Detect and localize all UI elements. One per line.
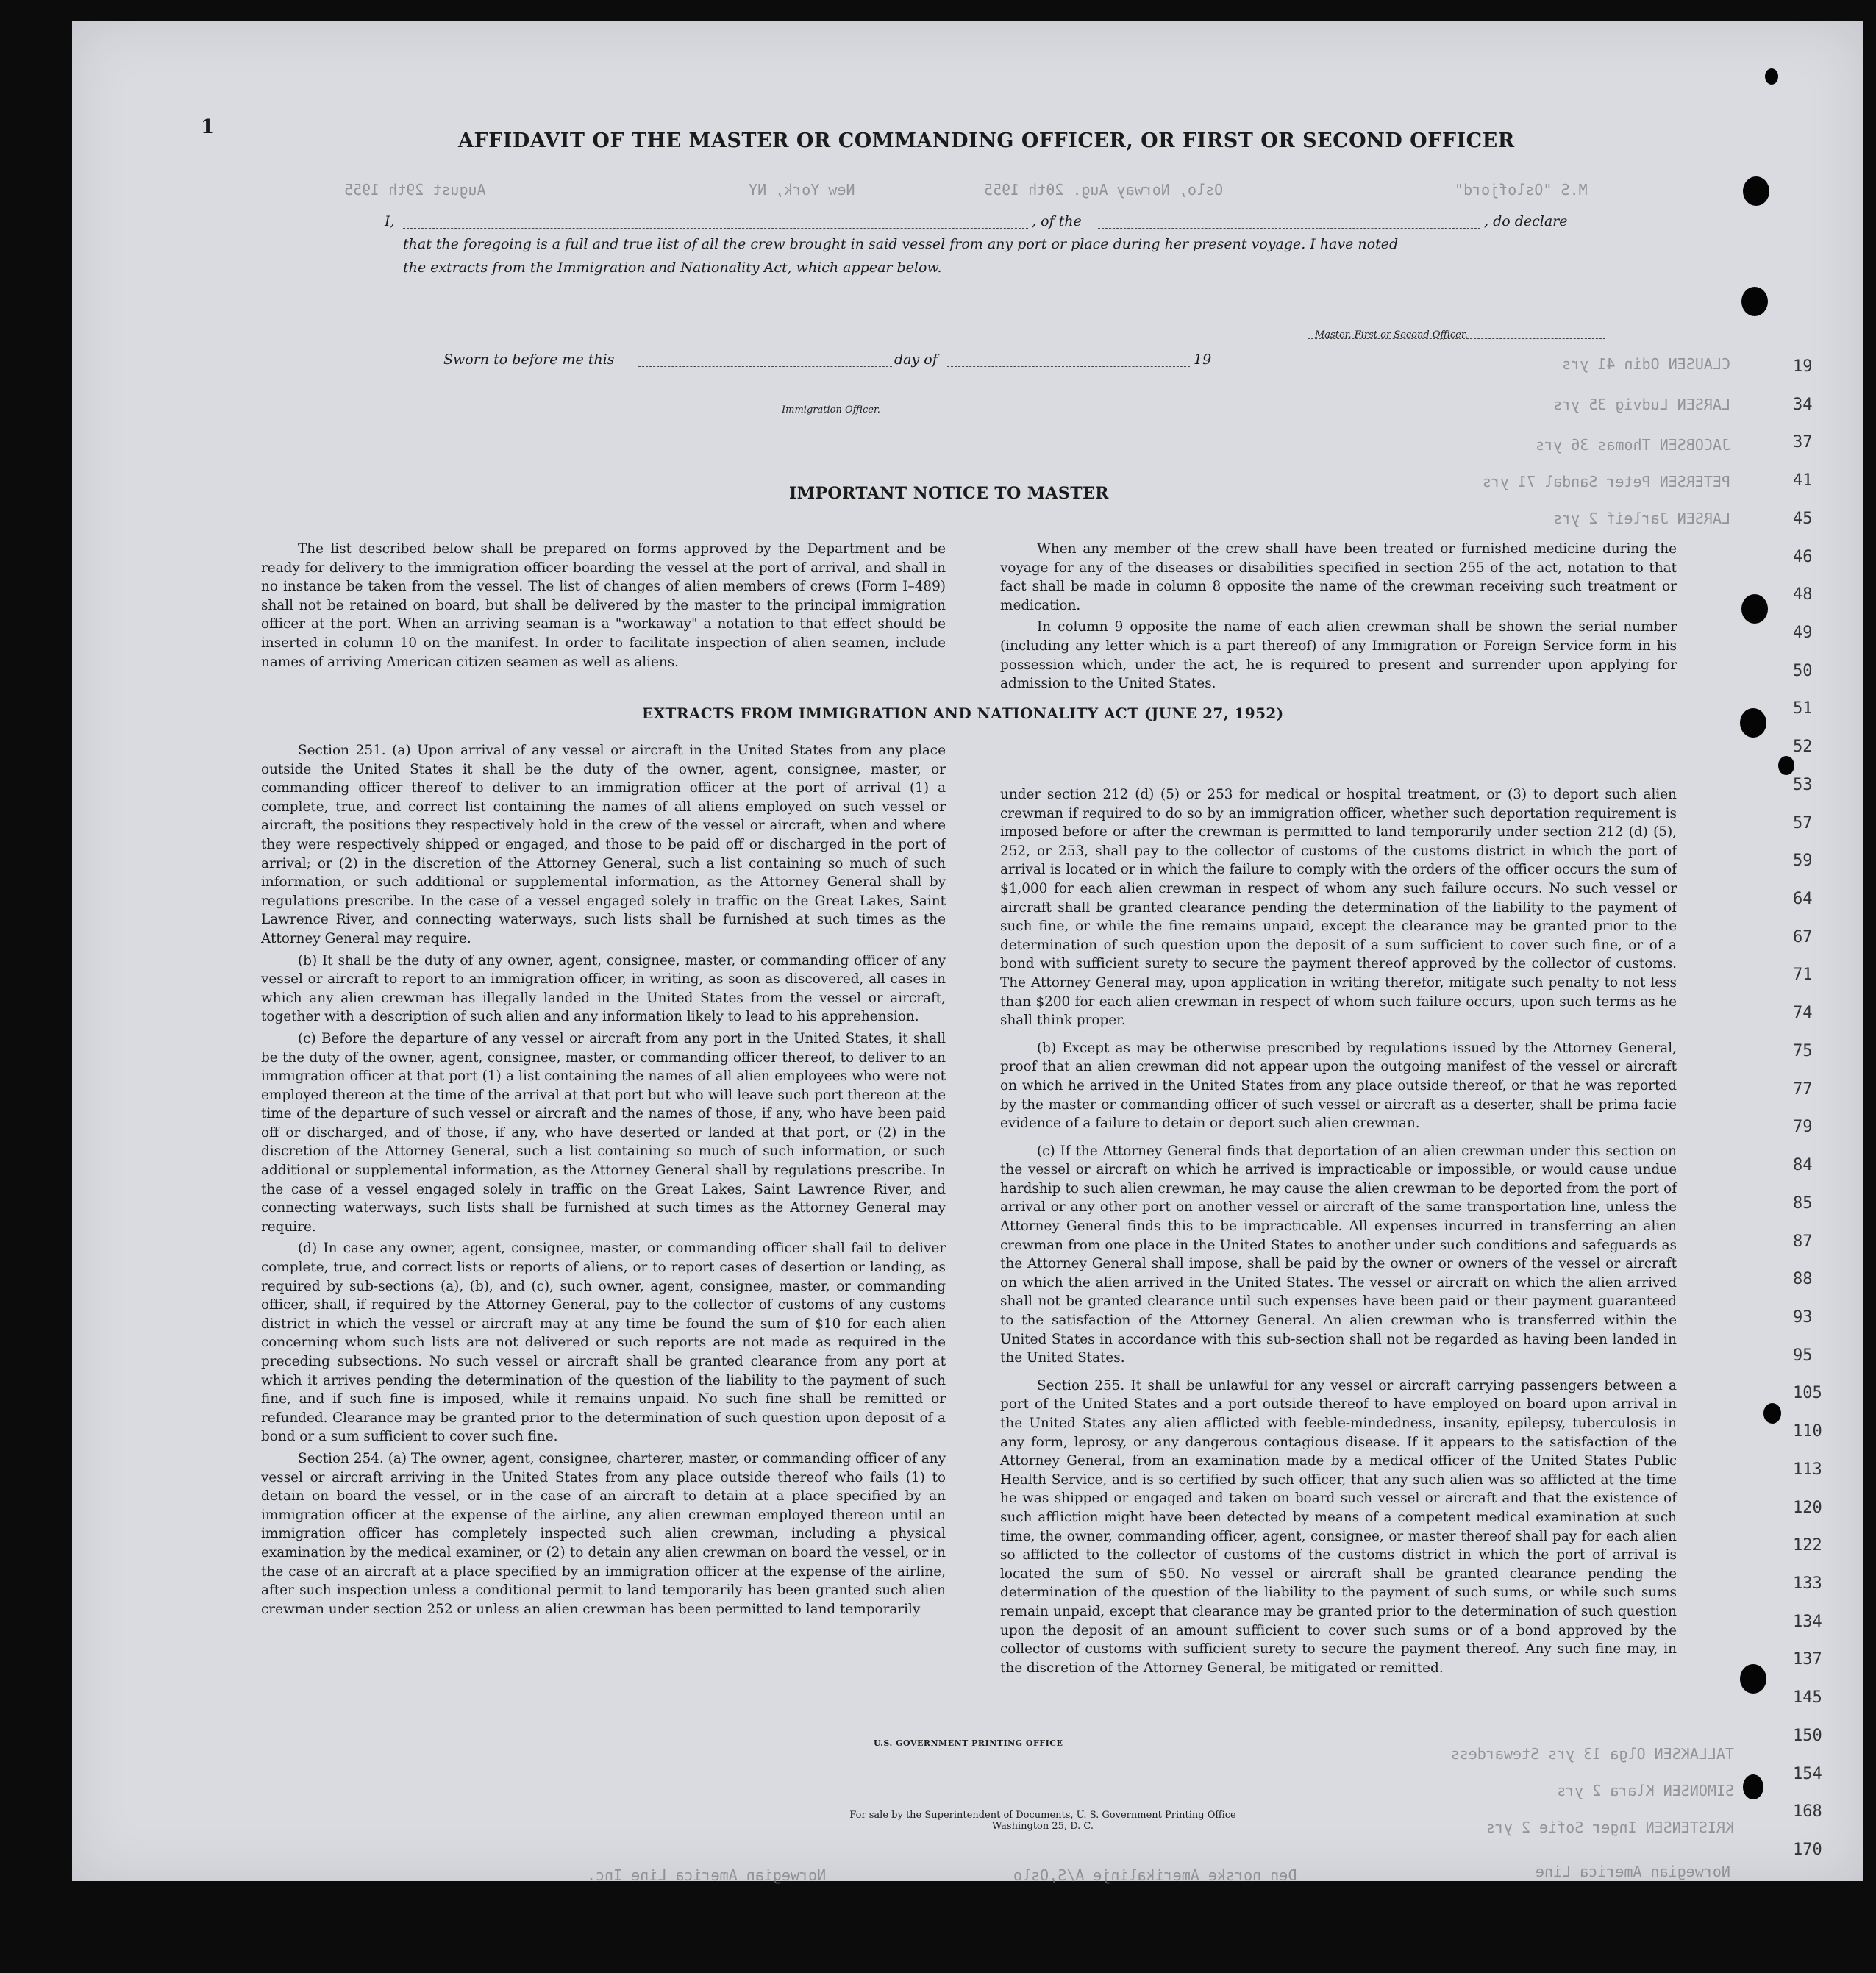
label-of-the: , of the xyxy=(1032,213,1082,229)
row-number: 41 xyxy=(1793,471,1813,490)
extracts-left-column xyxy=(261,741,946,1619)
sworn-label: Sworn to before me this xyxy=(443,352,615,368)
bleed-through-text: LARSEN Ludvig 35 yrs xyxy=(1553,396,1730,413)
extracts-heading: EXTRACTS FROM IMMIGRATION AND NATIONALITY ACT (JUNE 27, 1952) xyxy=(642,704,1284,722)
row-number: 150 xyxy=(1793,1726,1822,1745)
bleed-through-text: Oslo, Norway Aug. 20th 1955 xyxy=(984,181,1224,199)
vessel-blank xyxy=(1098,228,1480,229)
row-number: 71 xyxy=(1793,966,1813,985)
gpo-imprint: U.S. GOVERNMENT PRINTING OFFICE xyxy=(874,1738,1063,1748)
row-number: 95 xyxy=(1793,1346,1813,1365)
bleed-through-text: August 29th 1955 xyxy=(344,181,486,199)
row-number: 49 xyxy=(1793,624,1813,643)
row-number: 154 xyxy=(1793,1764,1822,1783)
punch-hole xyxy=(1743,176,1769,206)
day-of-label: day of xyxy=(894,352,938,368)
punch-hole xyxy=(1740,708,1766,738)
row-number: 79 xyxy=(1793,1118,1813,1137)
bleed-through-text: Norwegian America Line Inc. xyxy=(587,1866,827,1884)
row-number: 75 xyxy=(1793,1041,1813,1060)
punch-hole xyxy=(1765,68,1778,85)
bleed-through-text: Norwegian America Line xyxy=(1536,1863,1730,1880)
bleed-through-text: New York, NY xyxy=(749,181,855,199)
row-number: 133 xyxy=(1793,1574,1822,1593)
punch-hole xyxy=(1741,594,1768,624)
extract-paragraph: (b) Except as may be otherwise prescribed by regulations issued by the Attorney General, proof that an alien crewman did not appear upon the outgoing manifest of the vessel or aircraft on which he arrived in the United States from any place outside thereof, or that he was reported by the master or commanding officer of such vessel or aircraft as a deserter, shall be prima facie evidence of a failure to detain or deport such alien crewman. xyxy=(1000,1040,1677,1132)
immigration-officer-label: Immigration Officer. xyxy=(782,404,880,415)
row-number: 87 xyxy=(1793,1232,1813,1251)
row-number: 34 xyxy=(1793,395,1813,414)
row-number: 64 xyxy=(1793,890,1813,909)
punch-hole xyxy=(1743,1774,1763,1799)
row-number: 57 xyxy=(1793,813,1813,832)
row-number: 93 xyxy=(1793,1307,1813,1327)
punch-hole xyxy=(1741,287,1768,316)
row-number: 105 xyxy=(1793,1384,1822,1403)
extracts-right-column xyxy=(1000,785,1677,1677)
punch-hole xyxy=(1763,1403,1781,1424)
document-sheet xyxy=(72,21,1863,1884)
declaration-text-line1: that the foregoing is a full and true list of all the crew brought in said vessel from any port or place during her present voyage. I have noted xyxy=(403,236,1399,252)
row-number: 168 xyxy=(1793,1802,1822,1822)
row-number: 110 xyxy=(1793,1422,1822,1441)
extract-paragraph: Section 254. (a) The owner, agent, consignee, charterer, master, or commanding officer of any vessel or aircraft arriving in the United States from any place outside thereof who fails (1) to detain on board the vessel, or in the case of an aircraft to detain at a place specified by an immigration officer at the expense of the airline, any alien crewman employed thereon until an immigration officer has completely inspected such alien crewman, including a physical examination by the medical examiner, or (2) to detain any alien crewman on board the vessel, or in the case of an aircraft at a place specified by an immigration officer at the expense of the airline, after such inspection unless a conditional permit to land temporarily has been granted such alien crewman under section 252 or unless an alien crewman has been permitted to land temporarily xyxy=(261,1450,946,1617)
row-number: 19 xyxy=(1793,357,1813,376)
sale-line-1: For sale by the Superintendent of Documents, U. S. Government Printing Office xyxy=(849,1810,1236,1821)
row-number: 53 xyxy=(1793,775,1813,794)
row-number: 170 xyxy=(1793,1841,1822,1859)
extract-paragraph: under section 212 (d) (5) or 253 for medical or hospital treatment, or (3) to deport such alien crewman if required to do so by an immigration officer, whether such deportation requirement is imposed before or after the crewman is permitted to land temporarily under section 212 (d) (5), 252, or 253, shall pay to the collector of customs of the customs district in which the port of arrival is located or in which the failure to comply with the orders of the officer occurs the sum of $1,000 for each alien crewman in respect of whom any such failure occurs. No such vessel or aircraft shall be granted clearance pending the determination of the liability to the payment of such fine, or while the fine remains unpaid, except the clearance may be granted prior to the determination of such question upon the deposit of a sum sufficient to cover such fine, or of a bond with sufficient surety to secure the payment thereof approved by the collector of customs. The Attorney General may, upon application in writing therefor, mitigate such penalty to not less than $200 for each alien crewman in respect of whom such failure occurs, upon such terms as he shall think proper. xyxy=(1000,787,1677,1029)
row-number: 113 xyxy=(1793,1460,1822,1479)
row-number: 77 xyxy=(1793,1080,1813,1099)
row-number: 51 xyxy=(1793,699,1813,718)
extract-paragraph: (c) If the Attorney General finds that deportation of an alien crewman under this section on the vessel or aircraft on which he arrived is impracticable or impossible, or would cause undue hardship to such alien crewman, he may cause the alien crewman to be deported from the port of arrival or any other port on another vessel or aircraft of the same transportation line, unless the Attorney General finds this to be impracticable. All expenses incurred in transferring an alien crewman from one place in the United States to another under such conditions and safeguards as the Attorney General shall impose, shall be paid by the owner or owners of the vessel or aircraft on which the alien arrived in the United States. The vessel or aircraft on which the alien arrived shall not be granted clearance until such expenses have been paid or their payment guaranteed to the satisfaction of the Attorney General. An alien crewman who is transferred within the United States in accordance with this sub-section shall not be regarded as having been landed in the United States. xyxy=(1000,1143,1677,1366)
label-do-declare: , do declare xyxy=(1484,213,1568,229)
month-blank xyxy=(947,366,1190,367)
row-number: 74 xyxy=(1793,1004,1813,1023)
row-number: 120 xyxy=(1793,1498,1822,1517)
bleed-through-text: PETERSEN Peter Sandal 71 yrs xyxy=(1482,473,1730,490)
punch-hole xyxy=(1778,756,1794,775)
notice-left-paragraph: The list described below shall be prepared on forms approved by the Department and be ready for delivery to the immigration officer boarding the vessel at the port of arrival, and shall in no instance be taken from the vessel. The list of changes of alien members of crews (Form I–489) shall not be retained on board, but shall be delivered by the master to the principal immigration officer at the port. When an arriving seaman is a "workaway" a notation to that effect should be inserted in column 10 on the manifest. In order to facilitate inspection of alien seamen, include names of arriving American citizen seamen as well as aliens. xyxy=(261,541,946,670)
notice-right-paragraph-1: When any member of the crew shall have been treated or furnished medicine during the voyage for any of the diseases or disabilities specified in section 255 of the act, notation to that fact shall be made in column 8 opposite the name of the crewman receiving such treatment or medication. xyxy=(1000,541,1677,613)
master-label: Master, First or Second Officer. xyxy=(1315,329,1468,340)
label-i: I, xyxy=(385,213,395,229)
bleed-through-text: CLAUSEN Odin 41 yrs xyxy=(1562,355,1730,373)
notice-right-paragraph-2: In column 9 opposite the name of each alien crewman shall be shown the serial number (including any letter which is a part thereof) of any Immigration or Foreign Service form in his possession which, under the act, he is required to present and surrender upon applying for admission to the United States. xyxy=(1000,619,1677,692)
sale-line-2: Washington 25, D. C. xyxy=(991,1821,1094,1832)
row-number: 46 xyxy=(1793,547,1813,566)
bleed-through-text: JACOBSEN Thomas 36 yrs xyxy=(1536,436,1730,454)
day-blank xyxy=(638,366,892,367)
row-number: 84 xyxy=(1793,1156,1813,1175)
notice-heading: IMPORTANT NOTICE TO MASTER xyxy=(789,484,1109,503)
row-number: 37 xyxy=(1793,433,1813,452)
extract-paragraph: (b) It shall be the duty of any owner, agent, consignee, master, or commanding officer of any vessel or aircraft to report to an immigration officer, in writing, as soon as discovered, all cases in which any alien crewman has illegally landed in the United States from the vessel or aircraft, together with a description of such alien and any information likely to lead to his apprehension. xyxy=(261,952,946,1025)
notice-right-block xyxy=(1000,540,1677,693)
bleed-through-text: TALLAKSEN Olga 13 yrs Stewardess xyxy=(1450,1745,1734,1763)
row-number: 50 xyxy=(1793,661,1813,680)
bleed-through-text: SIMONSEN Klara 2 yrs xyxy=(1557,1782,1734,1799)
notice-left-block xyxy=(261,540,946,671)
row-number: 67 xyxy=(1793,927,1813,946)
punch-hole xyxy=(1740,1664,1766,1694)
declaration-text-line2: the extracts from the Immigration and Nationality Act, which appear below. xyxy=(403,260,942,276)
name-blank xyxy=(403,228,1028,229)
row-number: 45 xyxy=(1793,509,1813,528)
row-number: 137 xyxy=(1793,1650,1822,1669)
affidavit-title: AFFIDAVIT OF THE MASTER OR COMMANDING OFFICER, OR FIRST OR SECOND OFFICER xyxy=(458,129,1515,152)
extract-paragraph: (c) Before the departure of any vessel or aircraft from any port in the United States, it shall be the duty of the owner, agent, consignee, master, or commanding officer thereof, to deliver to an immigration officer at that port (1) a list containing the names of all alien employees who were not employed thereon at the time of the arrival at that port but who will leave such port thereon at the time of the departure of such vessel or aircraft and the names of those, if any, who have been paid off or discharged, and of those, if any, who have deserted or landed at that port, or (2) in the discretion of the Attorney General, such a list containing so much of such information, or such additional or supplemental information, as the Attorney General shall by regulations prescribe. In the case of a vessel engaged solely in traffic on the Great Lakes, Saint Lawrence River, and connecting waterways, such lists shall be furnished at such times as the Attorney General may require. xyxy=(261,1030,946,1235)
extract-paragraph: Section 251. (a) Upon arrival of any vessel or aircraft in the United States from any place outside the United States it shall be the duty of the owner, agent, consignee, master, or commanding officer thereof to deliver to an immigration officer at the port of arrival (1) a complete, true, and correct list containing the names of all aliens employed on such vessel or aircraft, the positions they respectively hold in the crew of the vessel or aircraft, when and where they were respectively shipped or engaged, and those to be paid off or discharged in the port of arrival; or (2) in the discretion of the Attorney General, such a list containing so much of such information, or such additional or supplemental information, as the Attorney General shall by regulations prescribe. In the case of a vessel engaged solely in traffic on the Great Lakes, Saint Lawrence River, and connecting waterways, such lists shall be furnished at such times as the Attorney General may require. xyxy=(261,743,946,946)
bleed-through-text: KRISTENSEN Inger Sofie 2 yrs xyxy=(1486,1819,1734,1836)
row-number: 85 xyxy=(1793,1194,1813,1213)
extract-paragraph: (d) In case any owner, agent, consignee, master, or commanding officer shall fail to deliver complete, true, and correct lists or reports of aliens, or to report cases of desertion or landing, as required by sub-sections (a), (b), and (c), such owner, agent, consignee, master, or commanding officer, shall, if required by the Attorney General, pay to the collector of customs of any customs district in which the vessel or aircraft may at any time be found the sum of $10 for each alien concerning whom such lists are not delivered or such reports are not made as required in the preceding subsections. No such vessel or aircraft shall be granted clearance from any port at which it arrives pending the determination of the question of the liability to the payment of such fine, and if such fine is imposed, while it remains unpaid. No such fine shall be remitted or refunded. Clearance may be granted prior to the determination of such question upon deposit of a bond or a sum sufficient to cover such fine. xyxy=(261,1241,946,1445)
row-number: 134 xyxy=(1793,1612,1822,1631)
extract-paragraph: Section 255. It shall be unlawful for any vessel or aircraft carrying passengers between a port of the United States and a port outside thereof to have employed on board upon arrival in the United States any alien afflicted with feeble-mindedness, insanity, epilepsy, tuberculosis in any form, leprosy, or any dangerous contagious disease. If it appears to the satisfaction of the Attorney General, from an examination made by a medical officer of the United States Public Health Service, and is so certified by such officer, that any such alien was so afflicted at the time he was shipped or engaged and taken on board such vessel or aircraft and that the existence of such affliction might have been detected by means of a competent medical examination at such time, the owner, commanding officer, agent, consignee, or master thereof shall pay for each alien so afflicted to the collector of customs of the customs district in which the port of arrival is located the sum of $50. No vessel or aircraft shall be granted clearance pending the determination of the question of the liability to the payment of such sums, or while such sums remain unpaid, except that clearance may be granted prior to the determination of such question upon the deposit of an amount sufficient to cover such sums or of a bond approved by the collector of customs with sufficient surety to secure the payment thereof. Any such fine may, in the discretion of the Attorney General, be mitigated or remitted. xyxy=(1000,1377,1677,1676)
row-number: 122 xyxy=(1793,1536,1822,1555)
row-number: 48 xyxy=(1793,585,1813,604)
page-mark: 1 xyxy=(201,116,215,138)
row-number: 145 xyxy=(1793,1688,1822,1708)
bleed-through-text: M.S "Oslofjord" xyxy=(1455,181,1588,199)
row-number: 88 xyxy=(1793,1270,1813,1289)
row-number: 52 xyxy=(1793,738,1813,757)
year-label: 19 xyxy=(1194,352,1212,368)
row-number: 59 xyxy=(1793,852,1813,871)
bleed-through-text: Den norske Amerikalinje A/S,Oslo xyxy=(1013,1866,1297,1884)
bleed-through-text: LARSEN Jarleif 2 yrs xyxy=(1553,510,1730,527)
